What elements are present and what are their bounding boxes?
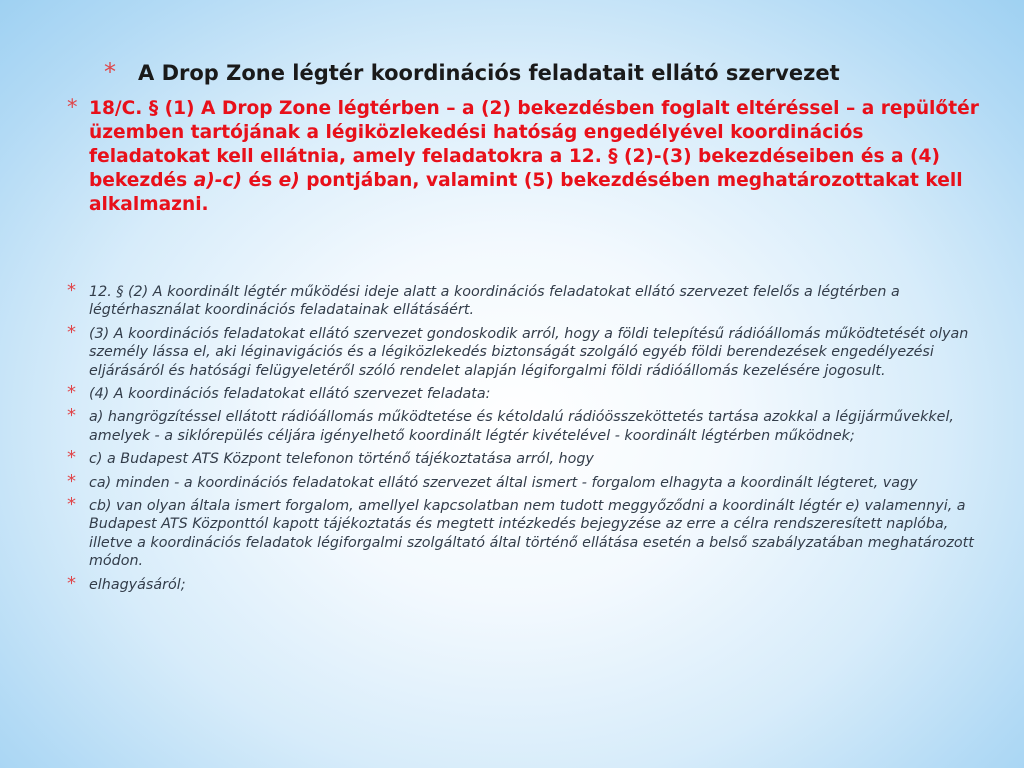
bullet-icon: * (67, 321, 76, 343)
list-item-text: ca) minden - a koordinációs feladatokat ellátó szervezet által ismert - forgalom elhagyta a koordinált légteret, vagy (89, 474, 918, 491)
intro-text-italic2: e) (278, 170, 300, 191)
list-item-text: 12. § (2) A koordinált légtér működési ideje alatt a koordinációs feladatokat ellátó szervezet felelős a légtérben a légtérhasználat koordinációs feladatainak ellátásáért. (89, 284, 900, 319)
intro-text (89, 97, 987, 217)
intro-text-part3: pontjában, valamint (5) bekezdésében meghatározottakat kell alkalmazni. (89, 170, 963, 215)
list-item-text: elhagyásáról; (89, 576, 186, 593)
list-item-text: (3) A koordinációs feladatokat ellátó szervezet gondoskodik arról, hogy a földi telepítésű rádióállomás működtetését olyan személy lássa el, aki léginavigációs és a légiközlekedés biztonságát szolgáló egyéb földi berendezések engedélyezési eljárásáról és hatósági felügyeletéről szóló rendelet alapján légiforgalmi földi rádióállomás kezelésére jogosult. (89, 325, 969, 379)
list-item (67, 572, 977, 594)
bullet-icon: * (67, 382, 76, 404)
list-item-text: (4) A koordinációs feladatokat ellátó szervezet feladata: (89, 386, 491, 403)
list-item (67, 470, 977, 492)
bullet-icon: * (67, 405, 76, 427)
list-item (67, 382, 977, 404)
intro-text-part2: és (241, 170, 279, 191)
bullet-icon: * (67, 494, 76, 516)
list-item (67, 405, 977, 445)
slide-title (104, 60, 1004, 86)
list-item (67, 494, 977, 571)
legal-text-list (67, 280, 977, 599)
list-item-text: cb) van olyan általa ismert forgalom, amellyel kapcsolatban nem tudott meggyőződni a koordinált légtér e) valamennyi, a Budapest ATS Központtól kapott tájékoztatás és megtett intézkedés bejegyzése az erre a célra rendszeresített naplóba, illetve a koordinációs feladatok légiforgalmi szolgáltató által történő ellátása esetén a belső szabályzatában meghatározott módon. (89, 498, 974, 570)
list-item (67, 280, 977, 320)
list-item-text: a) hangrögzítéssel ellátott rádióállomás működtetése és kétoldalú rádióösszeköttetés tartása azokkal a légijárművekkel, amelyek - a siklórepülés céljára igényelhető koordinált légtér kivételével - koordinált légtérben működnek; (89, 409, 954, 444)
list-item (67, 447, 977, 469)
list-item (67, 321, 977, 380)
intro-text-italic1: a)-c) (193, 170, 242, 191)
intro-paragraph (67, 97, 987, 217)
bullet-icon: * (67, 572, 76, 594)
bullet-icon: * (67, 280, 76, 301)
intro-text-part1: 18/C. § (1) A Drop Zone légtérben – a (2) bekezdésben foglalt eltéréssel – a repülőtér üzemben tartójának a légiközlekedési hatóság engedélyével koordinációs feladatokat kell ellátnia, amely feladatokra a 12. § (2)-(3) bekezdéseiben és a (4) bekezdés (89, 98, 979, 191)
intro-bullet-icon: * (67, 95, 78, 119)
title-bullet-icon: * (104, 58, 116, 86)
slide-title-text: A Drop Zone légtér koordinációs feladatait ellátó szervezet (138, 61, 840, 85)
bullet-icon: * (67, 470, 76, 492)
bullet-icon: * (67, 447, 76, 469)
list-item-text: c) a Budapest ATS Központ telefonon történő tájékoztatása arról, hogy (89, 451, 594, 468)
